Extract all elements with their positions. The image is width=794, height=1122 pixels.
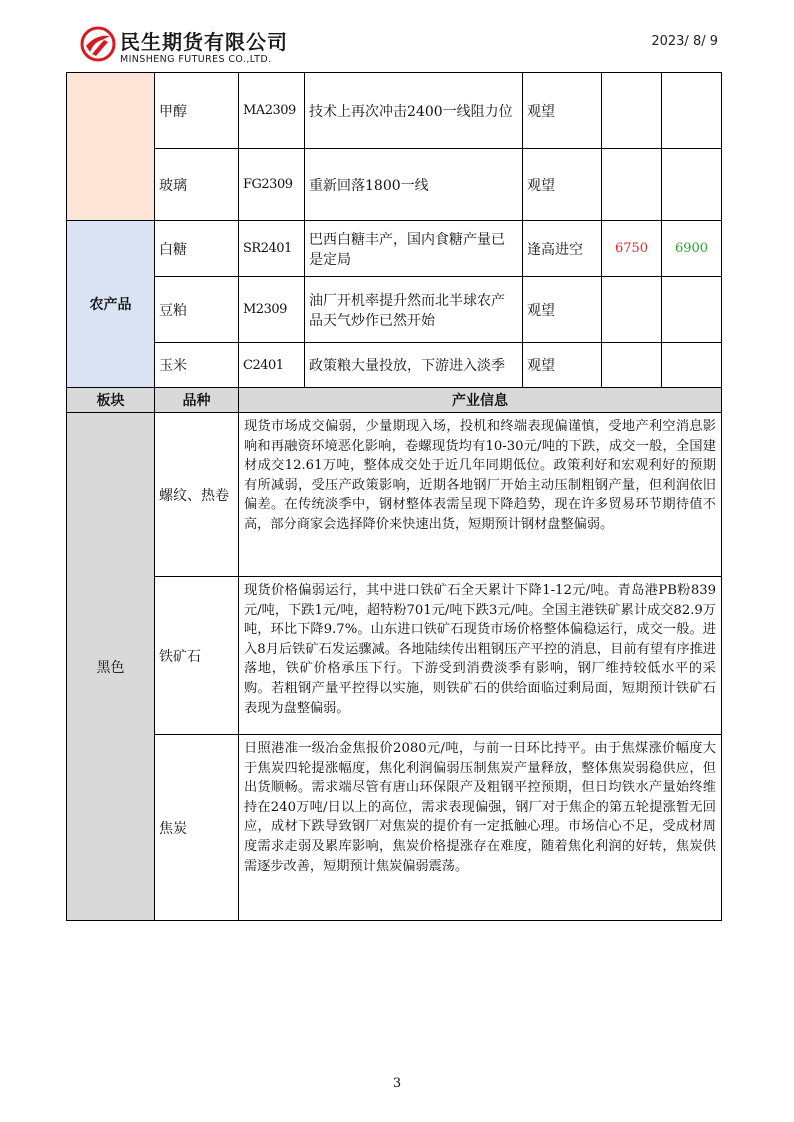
table-row <box>67 413 722 577</box>
variety-name: 玉米 <box>155 343 239 388</box>
variety-name: 白糖 <box>155 221 239 277</box>
target-price: 6900 <box>662 221 722 277</box>
target-price <box>662 277 722 343</box>
market-view: 政策粮大量投放，下游进入淡季 <box>305 343 523 388</box>
report-date: 2023/ 8/ 9 <box>651 34 718 49</box>
company-name-cn: 民生期货有限公司 <box>120 30 288 54</box>
target-price <box>662 149 722 221</box>
table-row <box>67 577 722 735</box>
contract-code: MA2309 <box>239 73 305 149</box>
strategy: 观望 <box>523 343 602 388</box>
minsheng-logo-icon <box>80 26 116 62</box>
sector-black: 黑色 <box>67 413 155 921</box>
table-row <box>67 343 722 388</box>
contract-code: M2309 <box>239 277 305 343</box>
strategy: 逢高进空 <box>523 221 602 277</box>
table-row <box>67 73 722 149</box>
industry-info-text: 现货价格偏弱运行，其中进口铁矿石全天累计下降1-12元/吨。青岛港PB粉839元/吨，下跌1元/吨，超特粉701元/吨下跌3元/吨。全国主港铁矿累计成交82.9万吨，环比下降9.7%。山东进口铁矿石现货市场价格整体偏稳运行，成交一般。进入8月后铁矿石发运骤减。各地陆续传出粗钢压产平控的消息，目前有望有序推进落地，铁矿价格承压下行。下游受到消费淡季有影响，钢厂维持较低水平的采购。若粗钢产量平控得以实施，则铁矿石的供给面临过剩局面，短期预计铁矿石表现为盘整偏弱。 <box>239 577 722 735</box>
table-row <box>67 735 722 921</box>
sector-cell-chemicals <box>67 73 155 221</box>
strategy: 观望 <box>523 277 602 343</box>
contract-code: C2401 <box>239 343 305 388</box>
company-name-en: MINSHENG FUTURES CO.,LTD. <box>120 54 272 65</box>
variety-name: 铁矿石 <box>155 577 239 735</box>
strategy-table <box>66 72 722 388</box>
target-price <box>662 73 722 149</box>
market-view: 重新回落1800一线 <box>305 149 523 221</box>
variety-name: 豆粕 <box>155 277 239 343</box>
market-view: 巴西白糖丰产，国内食糖产量已是定局 <box>305 221 523 277</box>
target-price <box>662 343 722 388</box>
entry-price: 6750 <box>602 221 662 277</box>
page-number: 3 <box>392 1076 402 1091</box>
sector-agri: 农产品 <box>67 221 155 388</box>
entry-price <box>602 149 662 221</box>
variety-name: 焦炭 <box>155 735 239 921</box>
contract-code: FG2309 <box>239 149 305 221</box>
industry-info-text: 日照港准一级冶金焦报价2080元/吨，与前一日环比持平。由于焦煤涨价幅度大于焦炭四轮提涨幅度，焦化利润偏弱压制焦炭产量释放，整体焦炭弱稳供应，但出货顺畅。需求端尽管有唐山环保限产及粗钢平控预期，但日均铁水产量始终维持在240万吨/日以上的高位，需求表现偏强，钢厂对于焦企的第五轮提涨暂无回应，成材下跌导致钢厂对焦炭的提价有一定抵触心理。市场信心不足，受成材周度需求走弱及累库影响，焦炭价格提涨存在难度，随着焦化利润的好转，焦炭供需逐步改善，短期预计焦炭偏弱震荡。 <box>239 735 722 921</box>
header-variety: 品种 <box>155 388 239 413</box>
entry-price <box>602 277 662 343</box>
industry-info-table <box>66 387 722 921</box>
market-view: 技术上再次冲击2400一线阻力位 <box>305 73 523 149</box>
entry-price <box>602 73 662 149</box>
table-row <box>67 149 722 221</box>
header-industry-info: 产业信息 <box>239 388 722 413</box>
table-header-row <box>67 388 722 413</box>
strategy: 观望 <box>523 73 602 149</box>
header-sector: 板块 <box>67 388 155 413</box>
company-logo <box>80 24 320 70</box>
industry-info-text: 现货市场成交偏弱，少量期现入场，投机和终端表现偏谨慎，受地产利空消息影响和再融资环境恶化影响，卷螺现货均有10-30元/吨的下跌，成交一般，全国建材成交12.61万吨，整体成交处于近几年同期低位。政策利好和宏观利好的预期有所减弱，受压产政策影响，近期各地钢厂开始主动压制粗钢产量，但利润依旧偏差。在传统淡季中，钢材整体表需呈现下降趋势，现在许多贸易环节期待值不高，部分商家会选择降价来快速出货，短期预计钢材盘整偏弱。 <box>239 413 722 577</box>
table-row <box>67 277 722 343</box>
variety-name: 玻璃 <box>155 149 239 221</box>
market-view: 油厂开机率提升然而北半球农产品天气炒作已然开始 <box>305 277 523 343</box>
variety-name: 甲醇 <box>155 73 239 149</box>
contract-code: SR2401 <box>239 221 305 277</box>
entry-price <box>602 343 662 388</box>
variety-name: 螺纹、热卷 <box>155 413 239 577</box>
table-row <box>67 221 722 277</box>
strategy: 观望 <box>523 149 602 221</box>
